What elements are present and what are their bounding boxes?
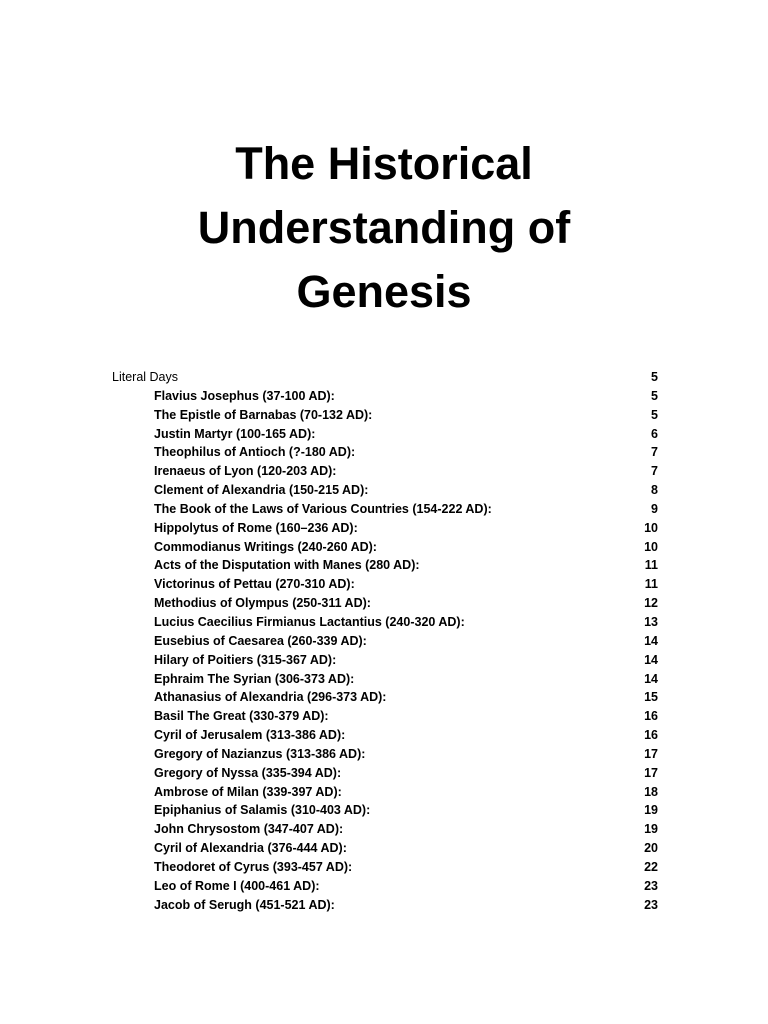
toc-entry-row[interactable] bbox=[112, 707, 658, 726]
toc-entry-label: Flavius Josephus (37-100 AD): bbox=[154, 388, 335, 403]
toc-entry-row[interactable] bbox=[112, 764, 658, 783]
toc-entry-label: Cyril of Alexandria (376-444 AD): bbox=[154, 841, 347, 856]
toc-entry-row[interactable] bbox=[112, 594, 658, 613]
toc-entry-row[interactable] bbox=[112, 858, 658, 877]
toc-entry-label: Victorinus of Pettau (270-310 AD): bbox=[154, 577, 355, 592]
title-line: The Historical bbox=[235, 138, 533, 189]
toc-page-number: 22 bbox=[644, 859, 658, 874]
toc-page-number: 16 bbox=[644, 709, 658, 724]
toc-page-number: 8 bbox=[651, 483, 658, 498]
toc-page-number: 6 bbox=[651, 426, 658, 441]
toc-entry-row[interactable] bbox=[112, 632, 658, 651]
toc-entry-label: The Book of the Laws of Various Countries (154-222 AD): bbox=[154, 501, 492, 516]
toc-entry-row[interactable] bbox=[112, 839, 658, 858]
toc-page-number: 14 bbox=[644, 652, 658, 667]
toc-entry-label: Hilary of Poitiers (315-367 AD): bbox=[154, 652, 337, 667]
toc-entry-label: Clement of Alexandria (150-215 AD): bbox=[154, 483, 369, 498]
toc-entry-row[interactable] bbox=[112, 575, 658, 594]
toc-entry-row[interactable] bbox=[112, 801, 658, 820]
toc-entry-label: Irenaeus of Lyon (120-203 AD): bbox=[154, 464, 337, 479]
toc-page-number: 23 bbox=[644, 878, 658, 893]
toc-page-number: 5 bbox=[651, 407, 658, 422]
toc-entry-row[interactable] bbox=[112, 500, 658, 519]
toc-entry-row[interactable] bbox=[112, 556, 658, 575]
toc-section-label: Literal Days bbox=[112, 370, 178, 384]
toc-page-number: 15 bbox=[644, 690, 658, 705]
toc-entry-label: Cyril of Jerusalem (313-386 AD): bbox=[154, 728, 346, 743]
toc-entry-label: Acts of the Disputation with Manes (280 AD): bbox=[154, 558, 420, 573]
toc-entry-label: Justin Martyr (100-165 AD): bbox=[154, 426, 316, 441]
toc-entry-label: Theophilus of Antioch (?-180 AD): bbox=[154, 445, 356, 460]
toc-page-number: 7 bbox=[651, 464, 658, 479]
toc-entry-row[interactable] bbox=[112, 462, 658, 481]
toc-entry-label: Basil The Great (330-379 AD): bbox=[154, 709, 329, 724]
toc-page-number: 11 bbox=[644, 577, 658, 592]
toc-entry-label: Jacob of Serugh (451-521 AD): bbox=[154, 897, 335, 912]
toc-entry-row[interactable] bbox=[112, 538, 658, 557]
toc-entry-row[interactable] bbox=[112, 651, 658, 670]
toc-entry-row[interactable] bbox=[112, 783, 658, 802]
toc-entries bbox=[112, 387, 658, 915]
toc-page-number: 5 bbox=[651, 370, 658, 384]
toc-page-number: 19 bbox=[644, 803, 658, 818]
toc-entry-label: Hippolytus of Rome (160–236 AD): bbox=[154, 520, 358, 535]
toc-page-number: 19 bbox=[644, 822, 658, 837]
toc-page-number: 11 bbox=[644, 558, 658, 573]
toc-entry-label: John Chrysostom (347-407 AD): bbox=[154, 822, 344, 837]
toc-page-number: 7 bbox=[651, 445, 658, 460]
toc-page-number: 14 bbox=[644, 633, 658, 648]
toc-page-number: 12 bbox=[644, 596, 658, 611]
toc-entry-row[interactable] bbox=[112, 896, 658, 915]
toc-page-number: 23 bbox=[644, 897, 658, 912]
toc-entry-row[interactable] bbox=[112, 519, 658, 538]
toc-entry-row[interactable] bbox=[112, 613, 658, 632]
toc-entry-row[interactable] bbox=[112, 670, 658, 689]
toc-entry-label: Methodius of Olympus (250-311 AD): bbox=[154, 596, 371, 611]
toc-entry-row[interactable] bbox=[112, 425, 658, 444]
table-of-contents bbox=[112, 368, 658, 914]
toc-page-number: 13 bbox=[644, 614, 658, 629]
toc-page-number: 18 bbox=[644, 784, 658, 799]
toc-entry-label: Epiphanius of Salamis (310-403 AD): bbox=[154, 803, 371, 818]
toc-entry-label: Eusebius of Caesarea (260-339 AD): bbox=[154, 633, 367, 648]
toc-page-number: 17 bbox=[644, 746, 658, 761]
toc-entry-label: Lucius Caecilius Firmianus Lactantius (240-320 AD): bbox=[154, 614, 465, 629]
toc-entry-label: Theodoret of Cyrus (393-457 AD): bbox=[154, 859, 353, 874]
toc-entry-row[interactable] bbox=[112, 406, 658, 425]
title-line: Understanding of bbox=[197, 202, 571, 253]
toc-page-number: 5 bbox=[651, 388, 658, 403]
toc-page-number: 20 bbox=[644, 841, 658, 856]
toc-entry-row[interactable] bbox=[112, 443, 658, 462]
toc-entry-label: The Epistle of Barnabas (70-132 AD): bbox=[154, 407, 373, 422]
toc-page-number: 17 bbox=[644, 765, 658, 780]
toc-entry-label: Gregory of Nyssa (335-394 AD): bbox=[154, 765, 342, 780]
toc-entry-row[interactable] bbox=[112, 726, 658, 745]
toc-section-row[interactable] bbox=[112, 368, 658, 387]
toc-page-number: 10 bbox=[644, 520, 658, 535]
toc-entry-label: Ambrose of Milan (339-397 AD): bbox=[154, 784, 342, 799]
toc-entry-label: Leo of Rome I (400-461 AD): bbox=[154, 878, 320, 893]
toc-entry-row[interactable] bbox=[112, 481, 658, 500]
toc-entry-row[interactable] bbox=[112, 387, 658, 406]
toc-entry-row[interactable] bbox=[112, 877, 658, 896]
toc-entry-label: Ephraim The Syrian (306-373 AD): bbox=[154, 671, 355, 686]
toc-page-number: 14 bbox=[644, 671, 658, 686]
toc-entry-row[interactable] bbox=[112, 745, 658, 764]
toc-page-number: 9 bbox=[651, 501, 658, 516]
title-line: Genesis bbox=[296, 266, 472, 317]
toc-entry-label: Athanasius of Alexandria (296-373 AD): bbox=[154, 690, 387, 705]
toc-page-number: 16 bbox=[644, 728, 658, 743]
toc-entry-row[interactable] bbox=[112, 688, 658, 707]
toc-entry-row[interactable] bbox=[112, 820, 658, 839]
document-title bbox=[0, 132, 768, 324]
toc-page-number: 10 bbox=[644, 539, 658, 554]
toc-entry-label: Gregory of Nazianzus (313-386 AD): bbox=[154, 746, 366, 761]
toc-entry-label: Commodianus Writings (240-260 AD): bbox=[154, 539, 377, 554]
